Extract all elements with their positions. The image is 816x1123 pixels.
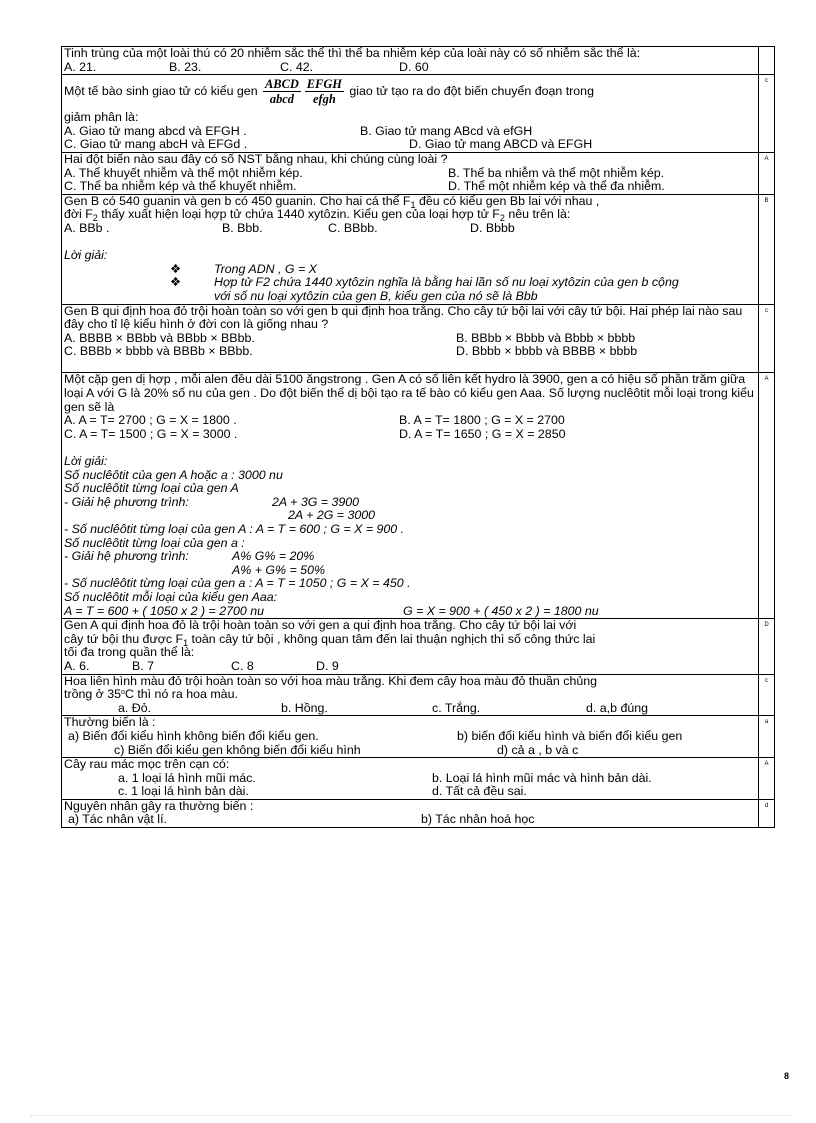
solution-line: - Giải hệ phương trình: 2A + 3G = 3900 — [64, 494, 360, 509]
question-stem-line: đời $F_2$ thấy xuất hiện loại hợp tử chứa 1440 xytôzin. Kiểu gen của loại hợp tử $F_2$ nêu trên là: — [64, 207, 571, 224]
option-d: D. Thể một nhiễm kép và thể đa nhiễm. — [448, 179, 665, 194]
question-cell — [62, 758, 759, 800]
options-row — [64, 414, 756, 428]
question-row — [62, 758, 775, 800]
solution-line: - Số nuclêôtit từng loại của gen a : A = T = 1050 ; G = X = 450 . — [64, 576, 411, 591]
options-row — [64, 345, 756, 359]
options-row — [64, 744, 756, 758]
answer-cell: B — [759, 194, 775, 304]
question-row — [62, 152, 775, 194]
solution-bullet: ❖ Trong ADN , G = X — [170, 261, 317, 276]
question-row — [62, 194, 775, 304]
question-cell — [62, 304, 759, 373]
option-c: C. Giao tử mang abcH và EFGd . — [64, 137, 248, 152]
question-cell — [62, 619, 759, 674]
options-row — [64, 660, 756, 674]
question-row — [62, 75, 775, 153]
question-row — [62, 799, 775, 827]
option-d: D. 9 — [316, 658, 339, 673]
question-stem: Gen B qui định hoa đỏ trội hoàn toàn so với gen b qui định hoa trắng. Cho cây tứ bội lai với cây tứ bội. Hai phép lai nào sau đây cho tỉ lệ kiểu hình ở đời con là giống nhau ? — [64, 303, 743, 332]
question-stem-line: trồng ở 35$^o$C thì nó ra hoa màu. — [64, 687, 238, 702]
answer-cell: c — [759, 304, 775, 373]
option-b: B. Bbb. — [222, 220, 263, 235]
options-row — [64, 180, 756, 194]
option-b: B. Thể ba nhiễm và thể một nhiễm kép. — [448, 165, 665, 180]
option-b: B. 23. — [169, 59, 202, 74]
options-row — [64, 428, 756, 442]
options-row — [64, 813, 756, 827]
option-a: A. Thể khuyết nhiễm và thể một nhiễm kép. — [64, 165, 303, 180]
question-cell — [62, 194, 759, 304]
option-d: D. A = T= 1650 ; G = X = 2850 — [399, 426, 566, 441]
solution-line: Số nuclêôtit của gen A hoặc a : 3000 nu — [64, 467, 283, 482]
options-row — [64, 730, 756, 744]
solution-label: Lời giải: — [64, 248, 108, 263]
question-stem: Hai đột biến nào sau đây có số NST bằng nhau, khi chúng cùng loài ? — [64, 151, 448, 166]
question-table — [61, 46, 775, 828]
question-stem: Cây rau mác mọc trên cạn có: — [64, 757, 230, 772]
solution-line: - Giải hệ phương trình: A% G% = 20% — [64, 549, 315, 564]
options-row — [64, 61, 756, 75]
solution-line: - Số nuclêôtit từng loại của gen A : A = T = 600 ; G = X = 900 . — [64, 522, 405, 536]
answer-cell: c — [759, 75, 775, 153]
answer-cell: D — [759, 619, 775, 674]
option-a: A. BBb . — [64, 220, 110, 235]
solution-line: Số nuclêôtit mỗi loại của kiểu gen Aaa: — [64, 589, 278, 604]
option-b: b. Loại lá hình mũi mác và hình bản dài. — [432, 770, 652, 785]
option-b: b) Tác nhân hoá học — [421, 812, 535, 827]
option-c: c. 1 loại lá hình bản dài. — [118, 784, 249, 799]
question-stem: Nguyên nhân gây ra thường biến : — [64, 798, 254, 813]
option-a: a. 1 loại lá hình mũi mác. — [118, 770, 256, 785]
answer-cell: c — [759, 674, 775, 716]
option-d: D. Giao tử mang ABCD và EFGH — [409, 137, 593, 152]
stem-suffix: giao tử tạo ra do đột biến chuyển đoạn trong — [349, 83, 594, 98]
option-d: D. Bbbb × bbbb và BBBB × bbbb — [456, 344, 638, 359]
solution-line: A% + G% = 50% — [232, 562, 325, 577]
question-cell — [62, 152, 759, 194]
option-a: A. A = T= 2700 ; G = X = 1800 . — [64, 413, 237, 428]
options-row — [64, 702, 756, 716]
option-d: D. 60 — [399, 59, 429, 74]
option-c: C. Thể ba nhiễm kép và thể khuyết nhiễm. — [64, 179, 297, 194]
options-row — [64, 785, 756, 799]
stem-prefix: Một tế bào sinh giao tử có kiểu gen — [64, 83, 258, 98]
option-a: A. BBBB × BBbb và BBbb × BBbb. — [64, 330, 255, 345]
page-number: 8 — [784, 1071, 790, 1081]
question-stem: Thường biến là : — [64, 715, 156, 730]
option-d: d. a,b đúng — [586, 700, 649, 715]
question-stem-line: cây tứ bội thu được $F_1$ toàn cây tứ bội , không quan tâm đến lai thuận nghịch thì số công thức lai — [64, 631, 596, 648]
answer-cell: A — [759, 373, 775, 619]
genotype-fraction-2: $\frac{\text{EFGH}}{\text{efgh}}$ — [306, 77, 342, 107]
option-a: A. 6. — [64, 658, 90, 673]
option-b: B. Giao tử mang ABcd và efGH — [360, 123, 533, 138]
option-d: d. Tất cả đều sai. — [432, 784, 527, 799]
solution-line: 2A + 2G = 3000 — [288, 508, 376, 523]
options-row — [64, 222, 756, 236]
question-cell — [62, 674, 759, 716]
question-row — [62, 373, 775, 619]
diamond-bullet-icon: ❖ — [170, 275, 182, 290]
question-row — [62, 47, 775, 75]
question-row — [62, 304, 775, 373]
diamond-bullet-icon: ❖ — [170, 261, 182, 276]
options-row — [64, 332, 756, 346]
question-cell — [62, 75, 759, 153]
option-c: C. 42. — [280, 59, 314, 74]
answer-cell: A — [759, 152, 775, 194]
option-b: B. 7 — [132, 658, 155, 673]
solution-line: Số nuclêôtit từng loại của gen A — [64, 481, 239, 496]
option-b: b. Hồng. — [281, 700, 328, 715]
question-cell — [62, 47, 759, 75]
option-c: C. 8 — [231, 658, 254, 673]
option-b: B. A = T= 1800 ; G = X = 2700 — [399, 413, 565, 428]
option-c: c. Trắng. — [432, 700, 481, 715]
option-a: A. Giao tử mang abcd và EFGH . — [64, 123, 247, 138]
answer-cell: a — [759, 716, 775, 758]
option-b: B. BBbb × Bbbb và Bbbb × bbbb — [456, 330, 636, 345]
options-row — [64, 772, 756, 786]
question-cell — [62, 373, 759, 619]
option-a: a) Biến đổi kiểu hình không biến đổi kiểu gen. — [68, 728, 319, 743]
solution-bullet: ❖ Hợp tử F2 chứa 1440 xytôzin nghĩa là bằng hai lần số nu loại xytôzin của gen b cộng với số nu loại xytôzin của gen B, kiểu gen của nó sẽ là Bbb — [170, 275, 679, 303]
option-d: d) cả a , b và c — [497, 742, 579, 757]
question-stem: Tinh trùng của một loài thú có 20 nhiễm sắc thể thì thể ba nhiễm kép của loài này có số nhiễm sắc thể là: — [64, 46, 641, 60]
stem-rest: giảm phân là: — [64, 110, 139, 125]
answer-cell — [759, 47, 775, 75]
question-stem-line: Gen A qui định hoa đỏ là trội hoàn toàn so với gen a qui định hoa trắng. Cho cây tứ bội lai với — [64, 618, 577, 633]
question-row — [62, 674, 775, 716]
question-row — [62, 716, 775, 758]
options-row — [64, 138, 756, 152]
solution-line: Số nuclêôtit từng loại của gen a : — [64, 535, 245, 550]
question-stem — [64, 75, 756, 111]
question-cell — [62, 716, 759, 758]
answer-cell: A — [759, 758, 775, 800]
option-b: b) biến đổi kiểu hình và biến đổi kiểu gen — [457, 728, 683, 743]
page-edge-divider — [30, 1115, 790, 1116]
question-stem: Một cặp gen dị hợp , mỗi alen đều dài 5100 ăngstrong . Gen A có số liên kết hydro là 3900, gen a có hiệu số phần trăm giữa loại A với G là 20% số nu của gen . Do đột biến thể dị bội tạo ra tế bào có kiểu gen Aaa. Số lượng nuclêôtit mỗi loại trong kiểu gen sẽ là — [64, 372, 754, 414]
question-cell — [62, 799, 759, 827]
question-stem-line: Hoa liên hình màu đỏ trội hoàn toàn so với hoa màu trắng. Khi đem cây hoa màu đỏ thuần chủng — [64, 673, 598, 688]
option-a: a. Đỏ. — [118, 700, 152, 715]
option-c: C. BBbb. — [328, 220, 378, 235]
genotype-fraction-1: $\frac{\text{ABCD}}{\text{abcd}}$ — [265, 77, 299, 107]
option-c: C. BBBb × bbbb và BBBb × BBbb. — [64, 344, 253, 359]
option-a: a) Tác nhân vật lí. — [68, 812, 167, 827]
option-a: A. 21. — [64, 59, 97, 74]
answer-cell: d — [759, 799, 775, 827]
solution-label: Lời giải: — [64, 454, 108, 469]
option-d: D. Bbbb — [470, 220, 515, 235]
option-c: c) Biến đổi kiểu gen không biến đổi kiểu hình — [114, 742, 361, 757]
question-stem-line: tối đa trong quần thể là: — [64, 645, 195, 660]
option-c: C. A = T= 1500 ; G = X = 3000 . — [64, 426, 238, 441]
question-row — [62, 619, 775, 674]
options-row — [64, 125, 756, 139]
solution-line: A = T = 600 + ( 1050 x 2 ) = 2700 nu G = X = 900 + ( 450 x 2 ) = 1800 nu — [64, 603, 599, 618]
question-stem-line: Gen B có 540 guanin và gen b có 450 guanin. Cho hai cá thể $F_1$ đều có kiểu gen Bb lai với nhau , — [64, 193, 600, 210]
